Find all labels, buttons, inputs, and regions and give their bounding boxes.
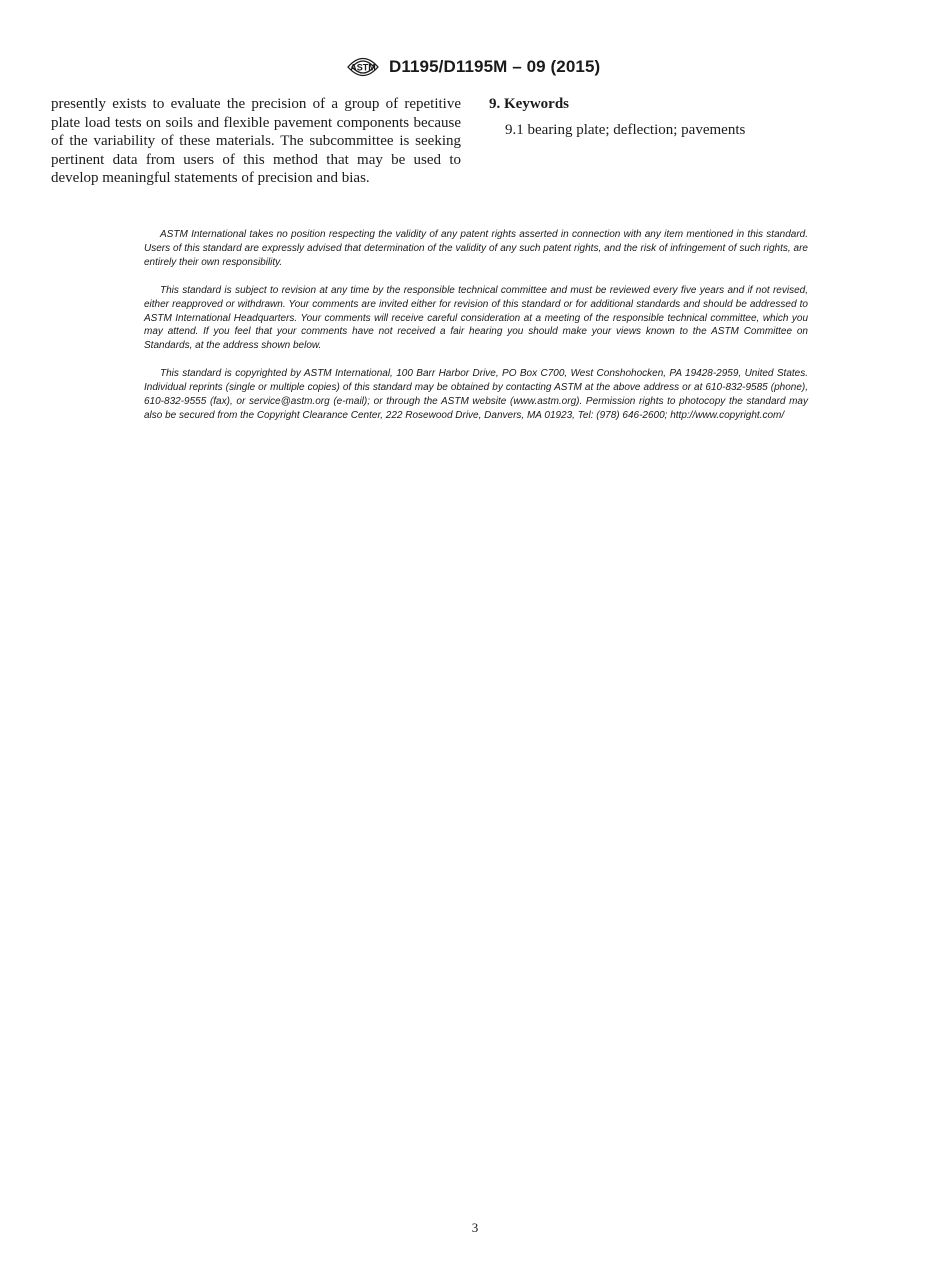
revision-notice: This standard is subject to revision at any time by the responsible technical committee and must be reviewed every five years and if not revised, either reapproved or withdrawn. Your comments are invited either for revision of this standard or for additional standards and should be addressed to ASTM International Headquarters. Your comments will receive careful consideration at a meeting of the responsible technical committee, which you may attend. If you feel that your comments have not received a fair hearing you should make your views known to the ASTM Committee on Standards, at the address shown below. [144, 284, 808, 352]
patent-notice: ASTM International takes no position respecting the validity of any patent rights asserted in connection with any item mentioned in this standard. Users of this standard are expressly advised that determination of the validity of any such patent rights, and the risk of infringement of such rights, are entirely their own responsibility. [144, 229, 808, 268]
page-number: 3 [471, 1220, 479, 1235]
logo-text: ASTM [350, 62, 376, 73]
section-heading-keywords: 9. Keywords [489, 96, 569, 112]
left-column-paragraph: presently exists to evaluate the precision of a group of repetitive plate load tests on soils and flexible pavement components because of the variability of these materials. The subcommittee is seeking pertinent data from users of this method that may be used to develop meaningful statements of precision and bias. [51, 96, 461, 187]
astm-logo [344, 50, 382, 84]
right-column [489, 95, 899, 139]
legal-notices [144, 228, 808, 437]
page-header [0, 50, 950, 86]
keywords-text: 9.1 bearing plate; deflection; pavements [505, 122, 746, 138]
copyright-notice: This standard is copyrighted by ASTM International, 100 Barr Harbor Drive, PO Box C700, West Conshohocken, PA 19428-2959, United States. Individual reprints (single or multiple copies) of this standard may be obtained by contacting ASTM at the above address or at 610-832-9585 (phone), 610-832-9555 (fax), or service@astm.org (e-mail); or through the ASTM website (www.astm.org). Permission rights to photocopy the standard may also be secured from the Copyright Clearance Center, 222 Rosewood Drive, Danvers, MA 01923, Tel: (978) 646-2600; http://www.copyright.com/ [144, 368, 808, 421]
left-column [51, 95, 461, 188]
document-id: D1195/D1195M – 09 (2015) [389, 57, 601, 76]
